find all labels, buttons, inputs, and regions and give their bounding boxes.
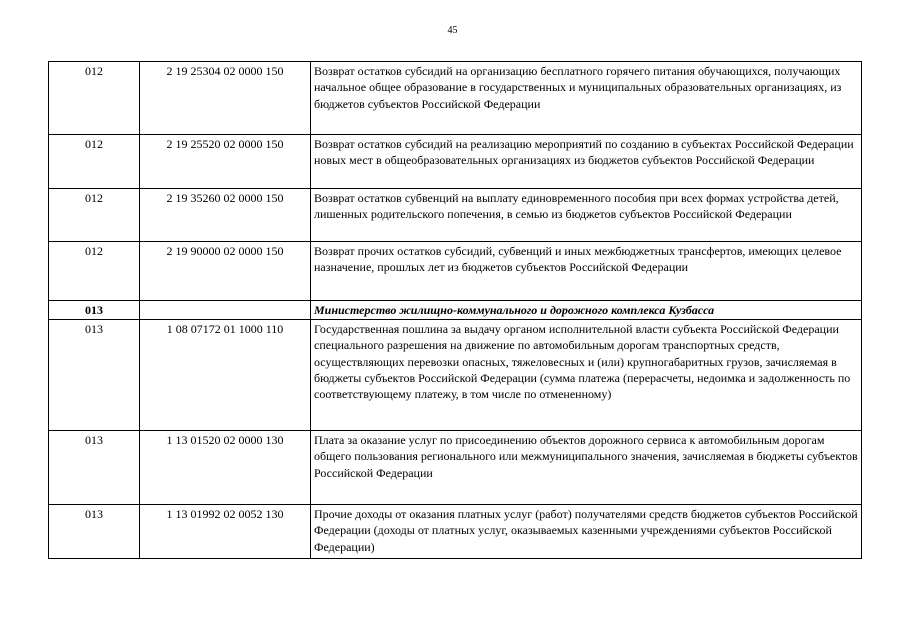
description-cell: Возврат остатков субсидий на реализацию мероприятий по созданию в субъектах Российской Федерации новых мест в общеобразовательных организациях из бюджетов субъектов Российской Федерации: [311, 135, 862, 189]
admin-code-cell: 012: [49, 189, 140, 242]
table-row: [49, 242, 862, 301]
table-row: [49, 189, 862, 242]
budget-code-cell: 2 19 90000 02 0000 150: [140, 242, 311, 301]
admin-code-cell: 013: [49, 301, 140, 320]
section-header-row: [49, 301, 862, 320]
ministry-name-cell: Министерство жилищно-коммунального и дорожного комплекса Кузбасса: [311, 301, 862, 320]
budget-code-cell: 2 19 35260 02 0000 150: [140, 189, 311, 242]
budget-code-cell: 2 19 25520 02 0000 150: [140, 135, 311, 189]
budget-code-cell: 2 19 25304 02 0000 150: [140, 62, 311, 135]
budget-code-cell: 1 13 01520 02 0000 130: [140, 431, 311, 505]
admin-code-cell: 012: [49, 62, 140, 135]
description-cell: Прочие доходы от оказания платных услуг (работ) получателями средств бюджетов субъектов Российской Федерации (доходы от платных услуг, оказываемых казенными учреждениями субъектов Российской Федерации): [311, 505, 862, 559]
table-row: [49, 431, 862, 505]
table-row: [49, 320, 862, 431]
admin-code-cell: 012: [49, 242, 140, 301]
budget-code-cell: [140, 301, 311, 320]
budget-codes-table: [48, 61, 862, 559]
admin-code-cell: 013: [49, 320, 140, 431]
admin-code-cell: 013: [49, 505, 140, 559]
description-cell: Плата за оказание услуг по присоединению объектов дорожного сервиса к автомобильным дорогам общего пользования регионального или межмуниципального значения, зачисляемая в бюджеты субъектов Российской Федерации: [311, 431, 862, 505]
description-cell: Возврат остатков субвенций на выплату единовременного пособия при всех формах устройства детей, лишенных родительского попечения, в семью из бюджетов субъектов Российской Федерации: [311, 189, 862, 242]
description-cell: Возврат прочих остатков субсидий, субвенций и иных межбюджетных трансфертов, имеющих целевое назначение, прошлых лет из бюджетов субъектов Российской Федерации: [311, 242, 862, 301]
admin-code-cell: 013: [49, 431, 140, 505]
budget-code-cell: 1 13 01992 02 0052 130: [140, 505, 311, 559]
table-row: [49, 62, 862, 135]
admin-code-cell: 012: [49, 135, 140, 189]
budget-code-cell: 1 08 07172 01 1000 110: [140, 320, 311, 431]
description-cell: Государственная пошлина за выдачу органом исполнительной власти субъекта Российской Федерации специального разрешения на движение по автомобильным дорогам транспортных средств, осуществляющих перевозки опасных, тяжеловесных и (или) крупногабаритных грузов, зачисляемая в бюджеты субъектов Российской Федерации (сумма платежа (перерасчеты, недоимка и задолженность по соответствующему платежу, в том числе по отмененному): [311, 320, 862, 431]
description-cell: Возврат остатков субсидий на организацию бесплатного горячего питания обучающихся, получающих начальное общее образование в государственных и муниципальных образовательных организациях, из бюджетов субъектов Российской Федерации: [311, 62, 862, 135]
table-row: [49, 135, 862, 189]
page-number: 45: [447, 25, 458, 36]
table-row: [49, 505, 862, 559]
